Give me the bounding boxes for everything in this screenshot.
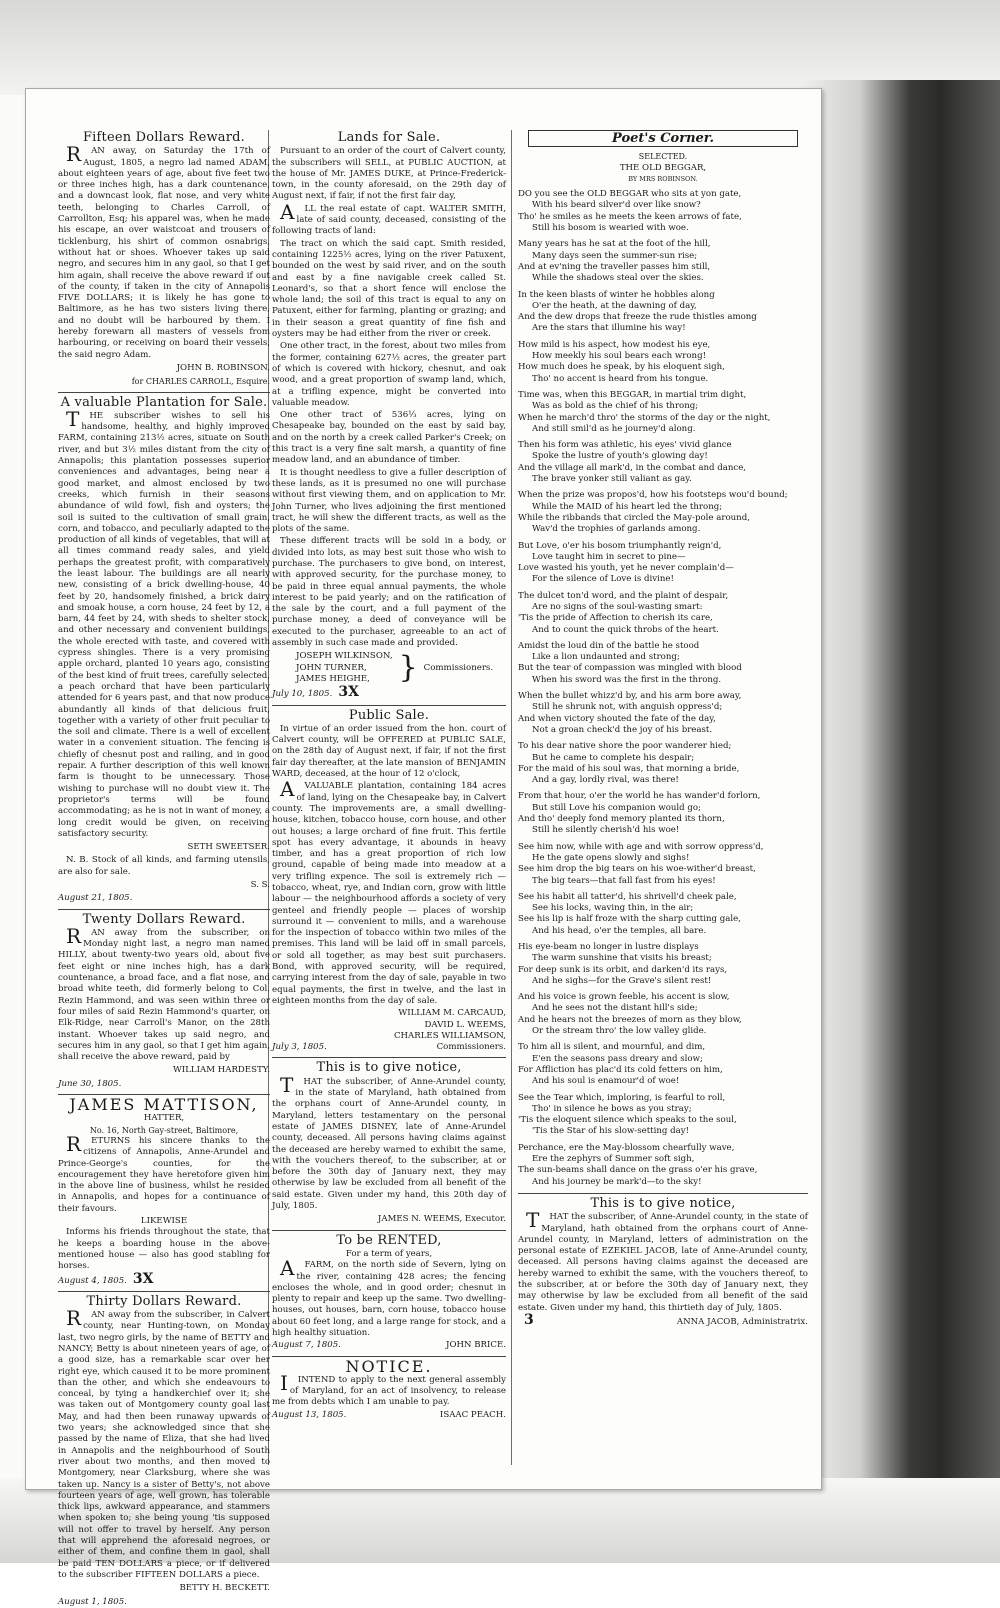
poem-stanza xyxy=(518,992,808,1037)
poem-line: Still he shrunk not, with anguish oppress'd; xyxy=(532,702,723,713)
ad-signature: WILLIAM HARDESTY. xyxy=(172,1065,270,1076)
poem-stanza xyxy=(518,842,808,887)
poem-line: Or the stream thro' the low valley glide. xyxy=(532,1026,707,1037)
poem-stanza xyxy=(518,892,808,937)
column-3 xyxy=(518,130,808,1465)
commissioners-role: Commissioners. xyxy=(423,662,494,673)
poem-line: See him now, while with age and with sorrow oppress'd, xyxy=(518,841,764,852)
ad-note-signature: S. S. xyxy=(250,880,270,890)
ad-date: August 1, 1805. xyxy=(58,1596,127,1607)
poem-line: And his journey be mark'd—to the sky! xyxy=(532,1176,702,1187)
commissioners-role: Commissioners. xyxy=(436,1042,506,1053)
commissioner-name: WILLIAM M. CARCAUD, xyxy=(398,1008,506,1019)
poem-line: How much does he speak, by his eloquent sigh, xyxy=(518,362,725,373)
poem-line: 'Tis the pride of Affection to cherish its care, xyxy=(518,613,713,624)
ad-notice-jacob xyxy=(518,1195,808,1328)
commissioners-block xyxy=(296,651,506,685)
ad-subtitle: HATTER, xyxy=(143,1113,185,1124)
poem-line: But Love, o'er his bosom triumphantly reign'd, xyxy=(518,540,722,551)
ad-body: RAN away from the subscriber, in Calvert county, near Hunting-town, on Monday last, two negro girls, by the name of BETTY and NANCY; Betty is about nineteen years of age, of a good size, has a remarkable scar over her right eye, which caused it to be more prominent than the other, and which she endeavours to conceal, by tying a handkerchief over it; she was taken out of Montgomery county goal last May, and had then been runaway upwards of two years; she acknowledged since that she passed by the name of Eliza, that she had lived in Annapolis and the neighbourhood of South river about two months, and then moved to Montgomery, near Clarksburg, where she was taken up. Nancy is a sister of Betty's, not above fourteen years of age, well grown, has tolerable thick lips, awkward appearance, and stammers when spoken to; she being young 'tis supposed will not offer to travel by herself. Any person that will apprehend the aforesaid negroes, or either of them, and confine them in gaol, shall be paid TEN DOLLARS a piece, or if delivered to the subscriber FIFTEEN DOLLARS a piece. xyxy=(58,1306,270,1580)
poem-line: Ere the zephyrs of Summer soft sigh, xyxy=(532,1154,695,1165)
poem-line: With his beard silver'd over like snow? xyxy=(532,200,701,211)
ad-signature: JAMES N. WEEMS, Executor. xyxy=(377,1214,506,1225)
divider xyxy=(518,1193,808,1194)
poem-line: But the tear of compassion was mingled with blood xyxy=(518,663,742,674)
ad-subtitle: For a term of years, xyxy=(345,1248,433,1259)
ad-note: N. B. Stock of all kinds, and farming utensils, are also for sale. xyxy=(58,855,270,877)
ad-intro: In virtue of an order issued from the hon. court of Calvert county, will be OFFERED at PUBLIC SALE, on the 28th day of August next, if fair, if not the first fair day thereafter, at the late mansion of BENJAMIN WARD, deceased, at the hour of 12 o'clock, xyxy=(272,723,506,780)
handwritten-mark: 3X xyxy=(338,684,359,701)
ad-date: August 7, 1805. xyxy=(272,1340,341,1351)
poem-line: From that hour, o'er the world he has wander'd forlorn, xyxy=(518,791,761,802)
ad-title: JAMES MATTISON, xyxy=(69,1095,259,1115)
ad-title: Thirty Dollars Reward. xyxy=(86,1293,242,1309)
ad-date: July 3, 1805. xyxy=(272,1042,327,1053)
poem-line: See him drop the big tears on his woe-wither'd breast, xyxy=(518,864,756,875)
poem-line: For the silence of Love is divine! xyxy=(532,574,674,585)
poem-line: And when victory shouted the fate of the day, xyxy=(518,713,716,724)
poem-line: And he sees not the distant hill's side; xyxy=(532,1003,698,1014)
poem-line: Amidst the loud din of the battle he stood xyxy=(518,640,700,651)
ad-intro: Pursuant to an order of the court of Calvert county, the subscribers will SELL, at PUBLIC AUCTION, at the house of Mr. JAMES DUKE, at Prince-Frederick-town, in the county aforesaid, on the 29th day of August next, if fair, if not the first fair day, xyxy=(272,146,506,202)
ad-notice-disney xyxy=(272,1062,506,1225)
poem-stanza xyxy=(518,490,808,535)
poem-line: Like a lion undaunted and strong; xyxy=(532,652,680,663)
ad-paragraph: ALL the real estate of capt. WALTER SMITH, late of said county, deceased, consisting of the following tracts of land: xyxy=(272,199,506,237)
ad-body: THAT the subscriber, of Anne-Arundel county, in the state of Maryland, hath obtained from the orphans court of Anne-Arundel county, in Maryland, letters of administration on the personal estate of EZEKIEL JACOB, late of Anne-Arundel county, deceased. All persons having claims against the deceased are hereby warned to exhibit the same, with the vouchers thereof, to the subscriber, at or before the 30th day of January next, they may otherwise by law be excluded from all benefit of the said estate. Given under my hand, this thirtieth day of July, 1805. xyxy=(518,1208,808,1313)
poem-line: But still Love his companion would go; xyxy=(532,802,701,813)
commissioner-name: JAMES HEIGHE, xyxy=(296,673,370,684)
poem-stanza xyxy=(518,942,808,987)
ad-date: August 4, 1805. xyxy=(58,1275,127,1286)
handwritten-mark: 3 xyxy=(524,1311,534,1328)
poem-stanza xyxy=(518,290,808,335)
poem-line: And he hears not the breezes of morn as they blow, xyxy=(518,1014,742,1025)
divider xyxy=(58,909,270,910)
divider xyxy=(272,705,506,706)
poem-line: Many years has he sat at the foot of the hill, xyxy=(518,239,711,250)
poem-line: Time was, when this BEGGAR, in martial trim dight, xyxy=(518,389,747,400)
ad-date: August 21, 1805. xyxy=(58,893,133,904)
ad-lands-for-sale xyxy=(272,132,506,701)
poem-line: Tho' in silence he bows as you stray; xyxy=(532,1103,692,1114)
ad-body: THE subscriber wishes to sell his handsome, healthy, and highly improved FARM, containing 213½ acres, situate on South river, and but 3½ miles distant from the city of Annapolis; this plantation possesses superior conveniences and advantages, being near a good market, and almost enclosed by two creeks, which furnish in their seasons abundance of wild fowl, fish and oysters; the soil is suited to the cultivation of small grain, corn, and tobacco, and peculiarly adapted to the production of all kinds of vegetables, that will at all times command ready sales, and yield perhaps the greatest profit, with comparatively the least labour. The buildings are all nearly new, consisting of a brick dwelling-house, 40 feet by 20, handsomely finished, a brick dairy and smoak house, a corn house, 24 feet by 12, a barn, 44 feet by 24, with sheds to shelter stock, and other necessary and convenient buildings, the whole erected with taste, and covered with cypress shingles. There is a very promising apple orchard, planted 10 years ago, consisting of the best kind of fruit trees, carefully selected, a peach orchard that have been particularly attended for 6 years past, and that now produce abundantly all kinds of that delicious fruit, together with a variety of other fruit peculiar to the soil and climate. There is a well of excellent water in a convenient situation. The fencing is chiefly of chesnut post and railing, and in good repair. A further description of this well known farm is thought to be unnecessary. Those wishing to purchase will no doubt view it. The proprietor's terms will be found accommodating; as he is not in want of money, a long credit would be given, on receiving satisfactory security. xyxy=(58,406,270,839)
ad-date: June 30, 1805. xyxy=(58,1078,122,1089)
poem-line: While the shadows steal over the skies. xyxy=(532,273,704,284)
poem-line: And his head, o'er the temples, all bare. xyxy=(532,925,707,936)
poem-line: In the keen blasts of winter he hobbles along xyxy=(518,289,715,300)
ad-signature: JOHN B. ROBINSON, xyxy=(176,362,270,373)
ad-address: No. 16, North Gay-street, Baltimore, xyxy=(89,1125,239,1135)
poem-stanza xyxy=(518,440,808,485)
poem-line: Are the stars that illumine his way! xyxy=(532,323,686,334)
ad-title: NOTICE. xyxy=(345,1356,433,1376)
poem-line: Not a groan check'd the joy of his breast. xyxy=(532,724,713,735)
poem-selected-label: SELECTED. xyxy=(638,152,688,162)
ad-date: July 10, 1805. xyxy=(272,689,333,700)
poem-line: While the ribbands that circled the May-pole around, xyxy=(518,512,750,523)
ad-title: Fifteen Dollars Reward. xyxy=(82,130,246,145)
poem-line: And to count the quick throbs of the heart. xyxy=(532,624,719,635)
poem-line: The big tears—that fall fast from his eyes! xyxy=(532,875,716,886)
ad-notice-insolvency xyxy=(272,1356,506,1421)
ad-fifteen-dollars-reward xyxy=(58,132,270,388)
poem-line: O'er the heath, at the dawning of day, xyxy=(532,300,697,311)
poem-line: When the bullet whizz'd by, and his arm bore away, xyxy=(518,691,742,702)
ad-signature: SETH SWEETSER. xyxy=(187,842,270,853)
poem-line: Are no signs of the soul-wasting smart: xyxy=(532,601,703,612)
poem-line: His eye-beam no longer in lustre displays xyxy=(518,942,699,952)
poem-line: When he march'd thro' the storms of the day or the night, xyxy=(518,412,771,423)
ad-thirty-dollars-reward xyxy=(58,1293,270,1608)
poem-line: Perchance, ere the May-blossom chearfully wave, xyxy=(518,1142,735,1153)
ad-body: RAN away, on Saturday the 17th of August, 1805, a negro lad named ADAM, about eighteen years of age, about five feet two or three inches high, has a dark countenance, and a downcast look, flat nose, and very white teeth, belonging to Charles Carroll, of Carrollton, Esq; his apparel was, when he made his escape, an over waistcoat and trousers of ticklenburg, his shirt of common osnabrigs, without hat or shoes. Whoever takes up said negro, and secures him in any gaol, so that I get him again, shall receive the above reward if out of the county, if taken in the city of Annapolis FIVE DOLLARS; it is likely he has gone to Baltimore, as he has two sisters living there, and no doubt will be harboured by them. I hereby forewarn all masters of vessels from harbouring, or receiving on board their vessels, the said negro Adam. xyxy=(58,142,270,360)
poem-line: 'Tis the eloquent silence which speaks to the soul, xyxy=(518,1115,737,1126)
column-2 xyxy=(272,130,506,1465)
book-spine xyxy=(800,80,1000,1500)
ad-signature: ANNA JACOB, Administratrix. xyxy=(676,1316,808,1327)
commissioner-name: DAVID L. WEEMS, xyxy=(424,1019,506,1030)
commissioner-name: JOSEPH WILKINSON, xyxy=(296,651,393,662)
poem-stanza xyxy=(518,591,808,636)
poem-stanza xyxy=(518,691,808,736)
poem-line: And still smil'd as he journey'd along. xyxy=(532,423,696,434)
ad-body: AFARM, on the north side of Severn, lying on the river, containing 428 acres; the fencing encloses the whole, and in good order; chesnut in plenty to repair and keep up the same. Two dwelling-houses, out houses, barn, corn house, tobacco house about 60 feet long, and a large range for stock, and a high healthy situation. xyxy=(272,1256,506,1338)
ad-to-be-rented xyxy=(272,1232,506,1352)
ad-paragraph: It is thought needless to give a fuller description of these lands, as it is presumed no one will purchase without first viewing them, and on application to Mr. John Turner, who lives adjoining the first mentioned tract, he will shew the different tracts, as well as the plots of the same. xyxy=(272,467,506,535)
ad-body-2: Informs his friends throughout the state, that he keeps a boarding house in the above-mentioned house — also has good stabling for horses. xyxy=(58,1227,270,1272)
ad-body: RAN away from the subscriber, on Monday night last, a negro man named HILLY, about twenty-two years old, about five feet eight or nine inches high, has a dark countenance, a broad face, and a flat nose, and broad white teeth, did formerly belong to Col. Rezin Hammond, and was seen within three or four miles of said Rezin Hammond's quarter, on Elk-Ridge, near Carroll's Manor, on the 28th instant. Whoever takes up said negro, and secures him in any gaol, so that I get him again, shall receive the above reward, paid by xyxy=(58,923,270,1063)
ad-title: A valuable Plantation for Sale. xyxy=(60,394,268,410)
ad-public-sale xyxy=(272,707,506,1054)
ad-james-mattison xyxy=(58,1095,270,1287)
poem-line: Many days seen the summer-sun rise; xyxy=(532,250,698,261)
poem-line: See his habit all tatter'd, his shrivell'd cheek pale, xyxy=(518,891,737,902)
poem-stanza xyxy=(518,239,808,284)
poem-line: But he came to complete his despair; xyxy=(532,752,695,763)
poem-line: Wav'd the trophies of garlands among. xyxy=(532,524,701,535)
brace: } xyxy=(398,650,418,686)
poem-line: DO you see the OLD BEGGAR who sits at yon gate, xyxy=(518,189,742,200)
ad-title: This is to give notice, xyxy=(316,1060,462,1076)
poem-author: BY MRS ROBINSON. xyxy=(628,174,698,183)
ad-paragraph: These different tracts will be sold in a body, or divided into lots, as may best suit those who wish to purchase. The purchasers to give bond, on interest, with approved security, for the purchase money, to be paid in three equal annual payments, the whole interest to be paid yearly; and on the ratification of the sale by the court, and a full payment of the purchase money, a deed of conveyance will be executed to the purchaser, agreeable to an act of assembly in such case made and provided. xyxy=(272,536,506,649)
poem-line: See his lip is half froze with the sharp cutting gale, xyxy=(518,914,741,925)
poem-line: The warm sunshine that visits his breast; xyxy=(532,953,712,964)
ad-paragraph: One other tract, in the forest, about two miles from the former, containing 627½ acres, the greater part of which is covered with hickory, chesnut, and oak wood, and a great proportion of swamp land, which, at a trifling expence, might be converted into valuable meadow. xyxy=(272,341,506,408)
divider xyxy=(58,392,270,393)
poem-line: And at ev'ning the traveller passes him still, xyxy=(518,261,711,272)
ad-signature-note: for CHARLES CARROLL, Esquire. xyxy=(131,377,270,387)
ad-paragraph: The tract on which the said capt. Smith resided, containing 1225½ acres, lying on the river Patuxent, bounded on the west by said river, and on the south and east by a fine navigable creek called St. Leonard's, so that a short fence will enclose the whole land; the soil of this tract is equal to any on Patuxent, either for farming, planting or grazing; and in their season a great quantity of fine fish and oysters may be had either from the river or creek. xyxy=(272,238,506,340)
poem-line: How meekly his soul bears each wrong! xyxy=(532,351,707,362)
poem-line: See the Tear which, imploring, is fearful to roll, xyxy=(518,1092,726,1103)
ad-title: This is to give notice, xyxy=(590,1195,736,1211)
poem-line: To his dear native shore the poor wanderer hied; xyxy=(518,741,732,752)
poem-stanza xyxy=(518,541,808,586)
ad-body: RETURNS his sincere thanks to the citizens of Annapolis, Anne-Arundel and Prince-George's counties, for the encouragement they have heretofore given him in the above line of business, whilst he resided in Annapolis, and hopes for a continuance of their favours. xyxy=(58,1131,270,1214)
divider xyxy=(58,1291,270,1292)
poem-title: THE OLD BEGGAR, xyxy=(619,162,707,173)
poem-line: E'en the seasons pass dreary and slow; xyxy=(532,1053,703,1064)
ad-body: IINTEND to apply to the next general assembly of Maryland, for an act of insolvency, to release me from debts which I am unable to pay. xyxy=(272,1370,506,1408)
poem-line: Still his bosom is wearied with woe. xyxy=(532,223,689,234)
poem-line: See his locks, waving thin, in the air; xyxy=(532,903,694,914)
poem-line: When his sword was the first in the throng. xyxy=(532,674,722,685)
divider xyxy=(272,1230,506,1231)
ad-plantation-for-sale xyxy=(58,394,270,905)
ad-likewise: LIKEWISE xyxy=(140,1216,188,1227)
poem-stanza xyxy=(518,641,808,686)
poem-body xyxy=(518,189,808,1188)
poem-line: And a gay, lordly rival, was there! xyxy=(532,775,679,786)
column-1 xyxy=(58,130,270,1607)
ad-title: Public Sale. xyxy=(348,707,430,723)
divider xyxy=(272,1057,506,1058)
poem-line: And his soul is enamour'd of woe! xyxy=(532,1076,680,1087)
poem-line: Was as bold as the chief of his throng; xyxy=(532,401,699,412)
poem-line: And he sighs—for the Grave's silent rest! xyxy=(532,975,712,986)
ad-twenty-dollars-reward xyxy=(58,911,270,1090)
ad-signature: JOHN BRICE. xyxy=(446,1340,506,1351)
poem-line: For Affliction has plac'd its cold fetters on him, xyxy=(518,1064,723,1075)
poem-line: Tho' no accent is heard from his tongue. xyxy=(532,373,709,384)
poets-corner-banner: Poet's Corner. xyxy=(528,130,798,147)
ad-paragraph: One other tract of 536⅓ acres, lying on Chesapeake bay, bounded on the east by said bay, and on the north by a creek called Parker's Creek; on this tract is a very fine salt marsh, a quantity of fine meadow land, and an abundance of timber. xyxy=(272,410,506,466)
ad-signature: ISAAC PEACH. xyxy=(439,1409,506,1420)
poem-line: For deep sunk is its orbit, and darken'd its rays, xyxy=(518,964,728,975)
poem-line: Tho' he smiles as he meets the keen arrows of fate, xyxy=(518,211,742,222)
poem-stanza xyxy=(518,189,808,234)
poem-line: And the village all mark'd, in the combat and dance, xyxy=(518,462,747,473)
poem-line: How mild is his aspect, how modest his eye, xyxy=(518,339,711,350)
poem-stanza xyxy=(518,791,808,836)
handwritten-mark: 3X xyxy=(132,1270,154,1287)
poem-line: 'Tis the Star of his slow-setting day! xyxy=(532,1126,690,1137)
ad-body: AVALUABLE plantation, containing 184 acres of land, lying on the Chesapeake bay, in Calvert county. The improvements are, a small dwelling-house, kitchen, tobacco house, corn house, and other out houses; a large orchard of fine fruit. This fertile spot has every advantage, it abounds in heavy timber, and has a great proportion of rich low ground, capable of being made into meadow at a very trifling expence. The soil is extremely rich — tobacco, wheat, rye, and Indian corn, grow with little labour — the neighbourhood affords a society of very genteel and friendly people — places of worship surround it — convenient to mills, and a warehouse for the inspection of tobacco within two miles of the premises. This land will be laid off in small parcels, or sold all together, as may best suit purchasers. Bond, with approved security, will be required, carrying interest from the day of sale, payable in two equal payments, the first in twelve, and the last in eighteen months from the day of sale. xyxy=(272,777,506,1006)
poem-stanza xyxy=(518,1042,808,1087)
poem-line: He the gate opens slowly and sighs! xyxy=(532,852,690,863)
poem-line: Still he silently cherish'd his woe! xyxy=(532,825,680,836)
poem-stanza xyxy=(518,1093,808,1138)
poem-line: When the prize was propos'd, how his footsteps wou'd bound; xyxy=(518,490,788,501)
poem-line: Love wasted his youth, yet he never complain'd— xyxy=(518,563,734,574)
ad-title: Lands for Sale. xyxy=(337,130,441,145)
poem-line: And tho' deeply fond memory planted its thorn, xyxy=(518,814,725,825)
column-rule-2 xyxy=(511,130,512,1465)
poem-stanza xyxy=(518,340,808,385)
poem-line: Love taught him in secret to pine— xyxy=(532,551,686,562)
poem-stanza xyxy=(518,1143,808,1188)
commissioner-name: CHARLES WILLIAMSON, xyxy=(393,1030,506,1041)
poem-line: Then his form was athletic, his eyes' vivid glance xyxy=(518,440,732,451)
poem-line: The sun-beams shall dance on the grass o'er his grave, xyxy=(518,1165,758,1176)
poem-line: The dulcet ton'd word, and the plaint of despair, xyxy=(518,590,729,601)
poem-line: To him all is silent, and mournful, and dim, xyxy=(518,1042,706,1053)
ad-date: August 13, 1805. xyxy=(272,1409,347,1420)
poem-line: And the dew drops that freeze the rude thistles among xyxy=(518,312,757,323)
ad-title: Twenty Dollars Reward. xyxy=(82,911,246,927)
poem-line: While the MAID of his heart led the throng; xyxy=(532,501,723,512)
ad-body: THAT the subscriber, of Anne-Arundel county, in the state of Maryland, hath obtained from the orphans court of Anne-Arundel county, in Maryland, letters testamentary on the personal estate of JAMES DISNEY, late of Anne-Arundel county, deceased. All persons having claims against the deceased are hereby warned to exhibit the same, with the vouchers thereof, to the subscriber, at or before the 30th day of January next, they may otherwise by law be excluded from all benefit of the said estate. Given under my hand, this 20th day of July, 1805. xyxy=(272,1072,506,1212)
commissioner-name: JOHN TURNER, xyxy=(296,662,367,673)
poem-stanza xyxy=(518,741,808,786)
poem-line: The brave yonker still valiant as gay. xyxy=(532,474,692,485)
poem-line: And his voice is grown feeble, his accent is slow, xyxy=(518,992,730,1003)
poem-line: For the maid of his soul was, that morning a bride, xyxy=(518,763,740,774)
poem-stanza xyxy=(518,390,808,435)
poem-line: Spoke the lustre of youth's glowing day! xyxy=(532,451,708,462)
ad-signature: BETTY H. BECKETT. xyxy=(179,1583,270,1594)
ad-title: To be RENTED, xyxy=(336,1232,442,1248)
